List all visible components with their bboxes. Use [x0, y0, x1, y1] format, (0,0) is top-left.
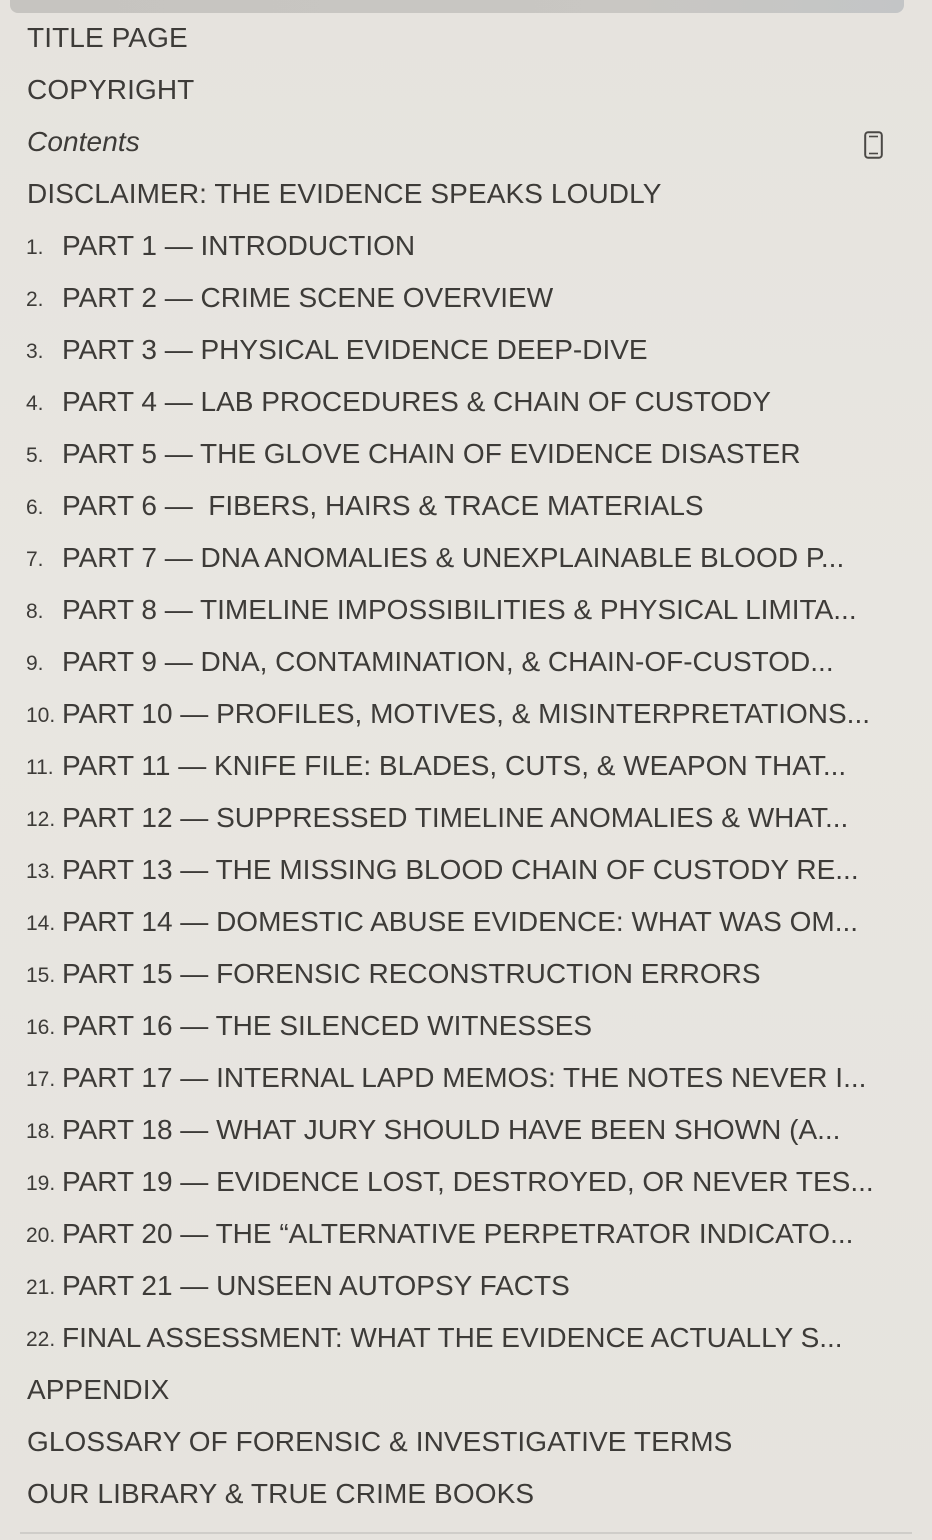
toc-item-label: Contents	[27, 126, 140, 157]
toc-item-label: PART 17 — INTERNAL LAPD MEMOS: THE NOTES NEVER I...	[62, 1062, 867, 1093]
toc-item-number: 15.	[26, 964, 56, 987]
toc-item-label: OUR LIBRARY & TRUE CRIME BOOKS	[27, 1478, 535, 1509]
toc-item-final-assessment[interactable]	[0, 1312, 932, 1364]
toc-item-label: PART 15 — FORENSIC RECONSTRUCTION ERRORS	[62, 958, 761, 989]
divider	[20, 1532, 912, 1534]
toc-item-copyright[interactable]	[0, 64, 932, 116]
toc-item-number: 19.	[26, 1172, 56, 1195]
toc-item-part-7[interactable]	[0, 532, 932, 584]
toc-item-appendix[interactable]	[0, 1364, 932, 1416]
toc-item-label: APPENDIX	[27, 1374, 170, 1405]
toc-item-glossary[interactable]	[0, 1416, 932, 1468]
toc-item-part-1[interactable]	[0, 220, 932, 272]
toc-item-number: 2.	[26, 288, 44, 311]
toc-item-part-2[interactable]	[0, 272, 932, 324]
toc-item-label: PART 7 — DNA ANOMALIES & UNEXPLAINABLE BLOOD P...	[62, 542, 845, 573]
toc-item-label: PART 9 — DNA, CONTAMINATION, & CHAIN-OF-CUSTOD...	[62, 646, 834, 677]
toc-item-label: PART 13 — THE MISSING BLOOD CHAIN OF CUSTODY RE...	[62, 854, 859, 885]
toc-item-disclaimer[interactable]	[0, 168, 932, 220]
toc-item-number: 20.	[26, 1224, 56, 1247]
toc-item-part-16[interactable]	[0, 1000, 932, 1052]
toc-item-part-4[interactable]	[0, 376, 932, 428]
toc-item-label: PART 21 — UNSEEN AUTOPSY FACTS	[62, 1270, 570, 1301]
toc-item-part-12[interactable]	[0, 792, 932, 844]
toc-item-part-21[interactable]	[0, 1260, 932, 1312]
toc-item-label: PART 5 — THE GLOVE CHAIN OF EVIDENCE DISASTER	[62, 438, 801, 469]
toc-item-number: 6.	[26, 496, 44, 519]
toc-item-label: DISCLAIMER: THE EVIDENCE SPEAKS LOUDLY	[27, 178, 662, 209]
toc-item-number: 1.	[26, 236, 44, 259]
toc-item-number: 9.	[26, 652, 44, 675]
toc-item-part-18[interactable]	[0, 1104, 932, 1156]
toc-item-number: 12.	[26, 808, 56, 831]
toc-item-number: 13.	[26, 860, 56, 883]
toc-item-part-15[interactable]	[0, 948, 932, 1000]
toc-item-number: 7.	[26, 548, 44, 571]
toc-item-number: 18.	[26, 1120, 56, 1143]
toc-item-label: PART 19 — EVIDENCE LOST, DESTROYED, OR NEVER TES...	[62, 1166, 874, 1197]
toc-item-label: GLOSSARY OF FORENSIC & INVESTIGATIVE TERMS	[27, 1426, 733, 1457]
toc-item-library[interactable]	[0, 1468, 932, 1520]
toc-list	[0, 12, 932, 1520]
toc-item-part-6[interactable]	[0, 480, 932, 532]
toc-item-label: PART 2 — CRIME SCENE OVERVIEW	[62, 282, 554, 313]
toc-item-part-5[interactable]	[0, 428, 932, 480]
toc-item-number: 22.	[26, 1328, 56, 1351]
toc-item-label: PART 14 — DOMESTIC ABUSE EVIDENCE: WHAT WAS OM...	[62, 906, 859, 937]
toc-item-part-3[interactable]	[0, 324, 932, 376]
toc-item-number: 3.	[26, 340, 44, 363]
toc-item-label: PART 20 — THE “ALTERNATIVE PERPETRATOR INDICATO...	[62, 1218, 854, 1249]
toc-item-number: 14.	[26, 912, 56, 935]
toc-item-part-8[interactable]	[0, 584, 932, 636]
toc-item-label: FINAL ASSESSMENT: WHAT THE EVIDENCE ACTUALLY S...	[62, 1322, 843, 1353]
toc-item-number: 17.	[26, 1068, 56, 1091]
toc-item-part-13[interactable]	[0, 844, 932, 896]
toc-item-number: 8.	[26, 600, 44, 623]
toc-item-number: 21.	[26, 1276, 56, 1299]
toc-item-part-17[interactable]	[0, 1052, 932, 1104]
toc-item-label: PART 4 — LAB PROCEDURES & CHAIN OF CUSTODY	[62, 386, 771, 417]
toc-item-part-10[interactable]	[0, 688, 932, 740]
toc-item-number: 10.	[26, 704, 56, 727]
toc-item-label: TITLE PAGE	[27, 22, 188, 53]
toc-item-title-page[interactable]	[0, 12, 932, 64]
toc-item-part-19[interactable]	[0, 1156, 932, 1208]
toc-item-part-11[interactable]	[0, 740, 932, 792]
toc-item-number: 16.	[26, 1016, 56, 1039]
toc-item-part-9[interactable]	[0, 636, 932, 688]
toc-item-label: PART 11 — KNIFE FILE: BLADES, CUTS, & WEAPON THAT...	[62, 750, 847, 781]
phone-device-icon[interactable]	[864, 131, 883, 159]
toc-item-label: PART 10 — PROFILES, MOTIVES, & MISINTERPRETATIONS...	[62, 698, 871, 729]
toc-item-contents[interactable]	[0, 116, 932, 168]
toc-item-number: 5.	[26, 444, 44, 467]
toc-item-label: PART 3 — PHYSICAL EVIDENCE DEEP-DIVE	[62, 334, 648, 365]
toc-item-label: PART 12 — SUPPRESSED TIMELINE ANOMALIES & WHAT...	[62, 802, 849, 833]
toc-item-label: PART 1 — INTRODUCTION	[62, 230, 416, 261]
toc-item-label: PART 6 — FIBERS, HAIRS & TRACE MATERIALS	[62, 490, 704, 521]
toc-item-label: PART 16 — THE SILENCED WITNESSES	[62, 1010, 593, 1041]
toc-item-label: PART 18 — WHAT JURY SHOULD HAVE BEEN SHOWN (A...	[62, 1114, 841, 1145]
toc-item-number: 11.	[26, 756, 54, 779]
toc-item-part-20[interactable]	[0, 1208, 932, 1260]
toc-item-number: 4.	[26, 392, 44, 415]
toc-item-part-14[interactable]	[0, 896, 932, 948]
toc-item-label: COPYRIGHT	[27, 74, 195, 105]
toc-item-label: PART 8 — TIMELINE IMPOSSIBILITIES & PHYSICAL LIMITA...	[62, 594, 857, 625]
